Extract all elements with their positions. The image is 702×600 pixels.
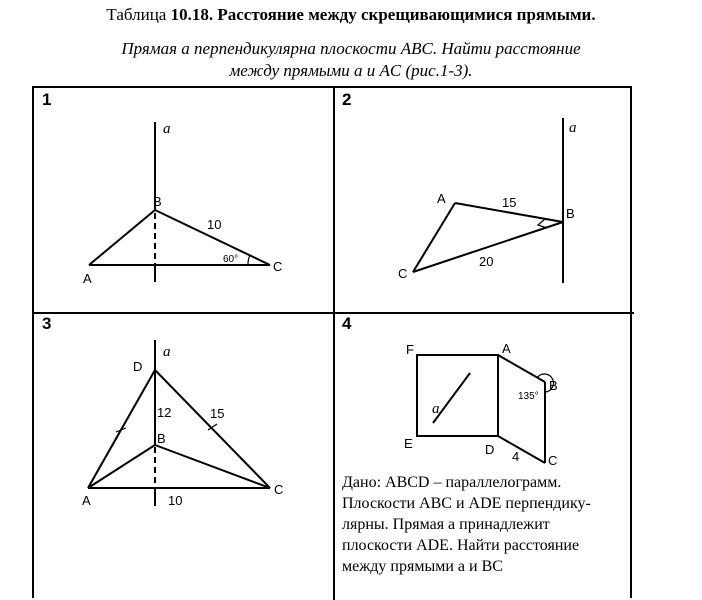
title-bold: 10.18. Расстояние между скрещивающимися прямыми. [170,5,596,24]
fig3-length-dc: 15 [210,406,225,421]
fig3-label-a: a [163,344,171,360]
fig4-label-E: E [404,436,413,451]
task-statement-line2: между прямыми a и AC (рис.1-3). [229,61,473,80]
fig3-label-A: A [82,493,91,508]
cell-number-3: 3 [42,314,52,333]
fig3-label-B: B [157,431,166,446]
fig1-label-a: a [163,121,171,137]
fig4-label-a: a [432,401,440,417]
fig4-label-A: A [502,341,511,356]
fig2-label-B: B [566,206,575,221]
given-line3: лярны. Прямая a принадлежит [342,516,550,533]
given-line1: Дано: ABCD – параллелограмм. [342,474,562,491]
fig1-angle-arc [248,255,250,265]
given-line4: плоскости ADE. Найти расстояние [342,537,580,554]
fig1-length-bc: 10 [207,217,222,232]
fig2-right-angle-mark [538,219,547,228]
fig3-segment-dc [155,370,270,488]
cell-number-2: 2 [342,90,352,109]
fig1-label-C: C [273,259,283,274]
fig2-label-A: A [437,191,446,206]
fig3-length-ac: 10 [168,493,183,508]
fig4-square-adef [417,355,498,436]
fig4-label-F: F [406,342,414,357]
fig1-label-B: B [153,194,162,209]
title-prefix: Таблица [106,5,167,24]
fig4-length-dc: 4 [512,449,520,464]
fig4-label-C: C [548,453,558,468]
problem-4-statement [342,472,627,577]
fig4-label-D: D [485,442,495,457]
fig4-segment-dc [498,436,545,463]
figure-3 [88,340,270,506]
fig3-segment-ab [88,445,155,488]
fig4-label-B: B [549,378,558,393]
given-line2: Плоскости ABC и ADE перпендику- [342,495,591,512]
figure-1 [89,122,270,282]
fig2-length-bc: 20 [479,254,494,269]
fig2-label-C: C [398,266,408,281]
fig1-label-A: A [83,271,92,286]
fig4-segment-ab [498,355,545,382]
fig4-angle-label: 135° [518,391,539,402]
fig3-label-C: C [274,482,284,497]
fig1-segment-ab [89,210,155,265]
cell-number-4: 4 [342,314,352,333]
fig3-segment-bc [155,445,270,488]
cell-number-1: 1 [42,90,52,109]
fig1-angle-label: 60° [223,254,239,265]
fig2-segment-ac [413,203,455,272]
fig3-label-D: D [133,359,143,374]
given-line5: между прямыми a и BC [342,558,503,575]
fig3-segment-ad [88,370,155,488]
fig2-label-a: a [569,120,577,136]
task-statement-line1: Прямая a перпендикулярна плоскости ABC. Найти расстояние [121,39,581,58]
fig2-length-ab: 15 [502,195,517,210]
fig3-length-db: 12 [157,405,172,420]
